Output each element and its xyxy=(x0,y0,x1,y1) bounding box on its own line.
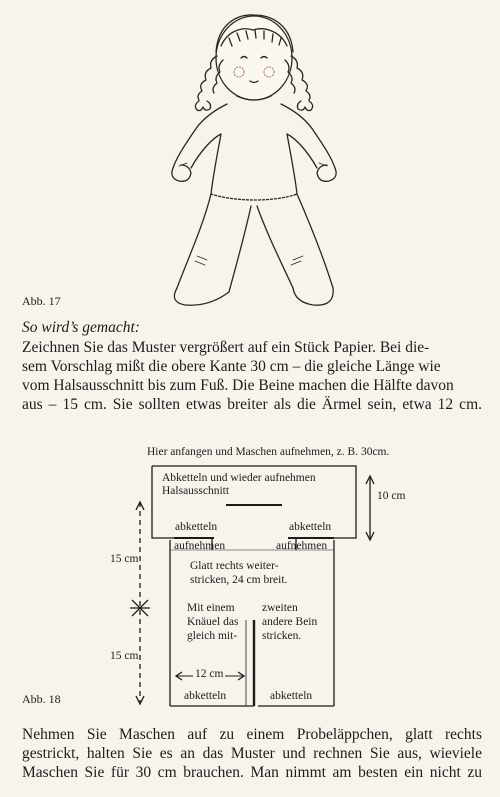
left-leg-instruction-line3: gleich mit- xyxy=(187,630,238,642)
width-10cm-label: 10 cm xyxy=(377,490,406,502)
height-15cm-upper-label: 15 cm xyxy=(110,553,139,565)
paragraph-instructions xyxy=(22,338,482,414)
section-subheading: So wird’s gemacht: xyxy=(22,319,140,336)
neck-opening-label: Halsausschnitt xyxy=(162,485,230,497)
paragraph-line: Zeichnen Sie das Muster vergrößert auf ein Stück Papier. Bei die- xyxy=(22,339,430,356)
knit-instruction-line2: stricken, 24 cm breit. xyxy=(190,574,288,586)
left-leg-instruction-line1: Mit einem xyxy=(187,602,235,614)
bottom-cast-off-left-label: abketteln xyxy=(184,690,227,702)
paragraph-line: Maschen Sie für 30 cm brauchen. Man nimmt am besten ein nicht zu xyxy=(22,764,482,781)
paragraph-line: sem Vorschlag mißt die obere Kante 30 cm – die gleiche Länge wie xyxy=(22,358,441,375)
knitted-doll-illustration xyxy=(155,6,355,310)
diagram-top-note: Hier anfangen und Maschen aufnehmen, z. B. 30cm. xyxy=(147,446,390,458)
pick-up-left-label: aufnehmen xyxy=(174,540,226,552)
paragraph-line: Nehmen Sie Maschen auf zu einem Probeläppchen, glatt rechts xyxy=(22,726,482,743)
cast-off-left-label: abketteln xyxy=(175,521,218,533)
figure-17-caption: Abb. 17 xyxy=(22,294,61,308)
pick-up-right-label: aufnehmen xyxy=(276,540,328,552)
knit-instruction-line1: Glatt rechts weiter- xyxy=(190,560,279,572)
leg-width-12cm-label: 12 cm xyxy=(195,668,224,680)
cast-off-right-label: abketteln xyxy=(289,521,332,533)
bottom-cast-off-right-label: abketteln xyxy=(270,690,313,702)
figure-18-caption: Abb. 18 xyxy=(22,692,61,706)
left-leg-instruction-line2: Knäuel das xyxy=(187,616,239,628)
knitting-pattern-diagram xyxy=(0,440,500,710)
paragraph-line: vom Halsausschnitt bis zum Fuß. Die Beine machen die Hälfte davon xyxy=(22,377,454,394)
right-leg-instruction-line1: zweiten xyxy=(262,602,298,614)
height-15cm-lower-label: 15 cm xyxy=(110,650,139,662)
paragraph-line: aus – 15 cm. Sie sollten etwas breiter als die Ärmel sein, etwa 12 cm. xyxy=(22,396,482,413)
neck-instruction-label: Abketteln und wieder aufnehmen xyxy=(162,472,316,484)
paragraph-gauge xyxy=(22,725,482,782)
right-leg-instruction-line2: andere Bein xyxy=(262,616,318,628)
paragraph-line: gestrickt, halten Sie es an das Muster und rechnen Sie aus, wieviele xyxy=(22,745,482,762)
right-leg-instruction-line3: stricken. xyxy=(262,630,302,642)
